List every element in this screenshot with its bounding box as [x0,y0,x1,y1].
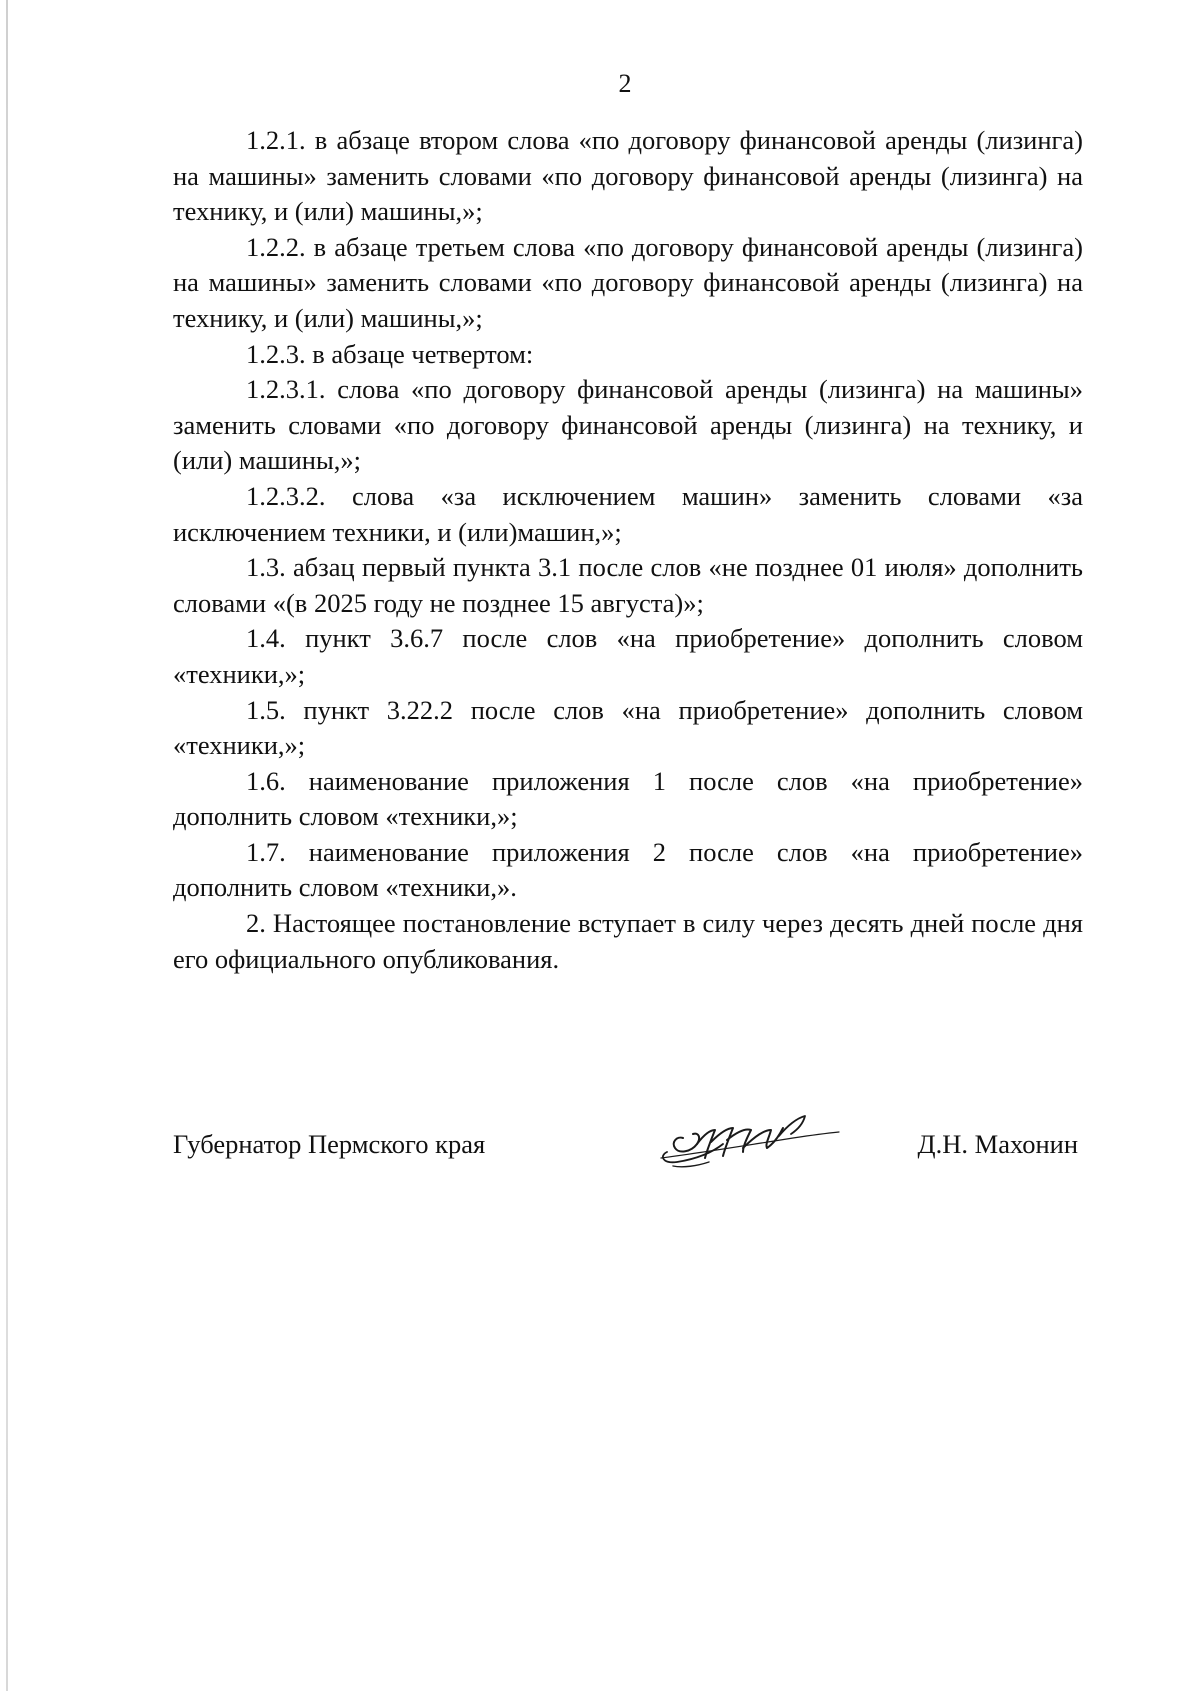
paragraph-1-2-3-2: 1.2.3.2. слова «за исключением машин» заменить словами «за исключением техники, и (или)машин,»; [173,480,1083,547]
paragraph-1-2-3-1: 1.2.3.1. слова «по договору финансовой аренды (лизинга) на машины» заменить словами «по договору финансовой аренды (лизинга) на технику, и (или) машины,»; [173,374,1083,476]
paragraph-1-2-1: 1.2.1. в абзаце втором слова «по договору финансовой аренды (лизинга) на машины» заменить словами «по договору финансовой аренды (лизинга) на технику, и (или) машины,»; [173,125,1083,227]
paragraph-1-6: 1.6. наименование приложения 1 после слов «на приобретение» дополнить словом «техники,»; [173,765,1083,832]
signatory-name: Д.Н. Махонин [917,1129,1078,1159]
document-body [173,123,1083,977]
paragraph-1-4: 1.4. пункт 3.6.7 после слов «на приобретение» дополнить словом «техники,»; [173,623,1083,689]
handwritten-signature [653,1108,843,1174]
signature-block [173,1126,1078,1186]
page-number: 2 [618,69,632,98]
paragraph-1-2-2: 1.2.2. в абзаце третьем слова «по договору финансовой аренды (лизинга) на машины» заменить словами «по договору финансовой аренды (лизинга) на технику, и (или) машины,»; [173,231,1083,333]
paragraph-1-3: 1.3. абзац первый пункта 3.1 после слов «не позднее 01 июля» дополнить словами «(в 2025 году не позднее 15 августа)»; [173,552,1083,618]
paragraph-1-5: 1.5. пункт 3.22.2 после слов «на приобретение» дополнить словом «техники,»; [173,694,1083,761]
paragraph-1-2-3: 1.2.3. в абзаце четвертом: [246,338,534,369]
paragraph-1-7: 1.7. наименование приложения 2 после слов «на приобретение» дополнить словом «техники,». [173,836,1083,903]
scan-edge [6,0,8,1691]
paragraph-2: 2. Настоящее постановление вступает в силу через десять дней после дня его официального опубликования. [173,908,1083,974]
signatory-position: Губернатор Пермского края [173,1129,486,1159]
